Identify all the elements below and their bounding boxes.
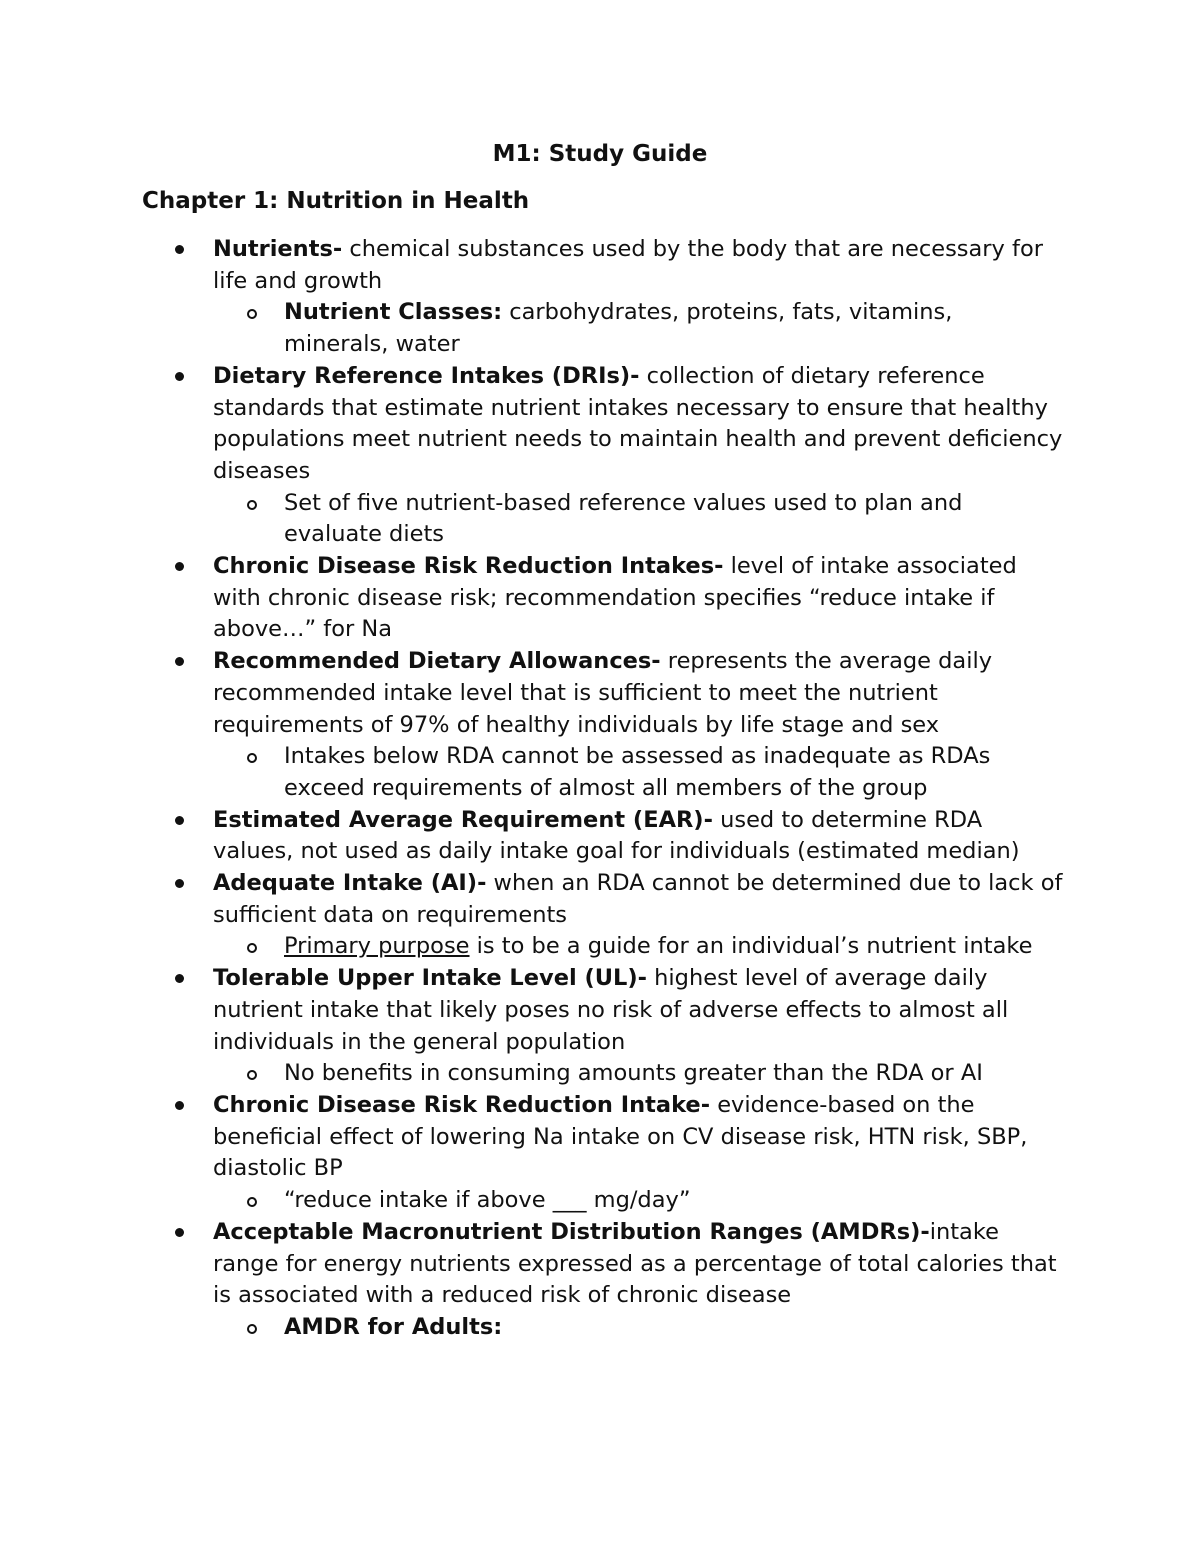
document-title: M1: Study Guide — [492, 141, 708, 167]
sub-bullet-item — [284, 1185, 1054, 1217]
sub-bullet-text: Set of five nutrient-based reference values used to plan and evaluate diets — [284, 489, 963, 548]
sub-bullet-item — [284, 1058, 1054, 1090]
sub-bullet-item — [284, 297, 1054, 360]
bullet-term: Nutrients- — [213, 236, 343, 262]
hollow-circle-bullet-icon — [247, 1197, 257, 1207]
bullet-item — [0, 646, 1063, 805]
hollow-circle-bullet-icon — [247, 1070, 257, 1080]
bullet-icon — [175, 562, 184, 571]
bullet-definition: level of intake associated with chronic disease risk; recommendation specifies “reduce intake if above…” for Na — [213, 553, 1017, 643]
sub-bullet-list — [213, 741, 1063, 804]
bullet-item — [0, 551, 1063, 646]
bullet-term: Chronic Disease Risk Reduction Intake- — [213, 1091, 711, 1118]
sub-bullet-item — [284, 1312, 1054, 1344]
sub-bullet-item — [284, 741, 1054, 804]
bullet-term: Chronic Disease Risk Reduction Intakes- — [213, 553, 724, 580]
bullet-item — [0, 1217, 1063, 1344]
sub-bullet-list — [213, 297, 1063, 360]
bullet-item — [0, 805, 1063, 868]
bullet-definition: collection of dietary reference standards that estimate nutrient intakes necessary to ensure that healthy populations meet nutrient needs to maintain health and prevent deficiency diseases — [213, 362, 1063, 484]
sub-bullet-term: AMDR for Adults: — [284, 1313, 503, 1340]
bullet-definition: represents the average daily recommended intake level that is sufficient to meet the nutrient requirements of 97% of healthy individuals by life stage and sex — [213, 648, 993, 738]
bullet-term: Adequate Intake (AI)- — [213, 870, 487, 897]
bullet-item — [0, 963, 1063, 1090]
sub-bullet-list — [213, 1185, 1063, 1217]
bullet-icon — [175, 1228, 184, 1237]
bullet-definition: highest level of average daily nutrient intake that likely poses no risk of adverse effects to almost all individuals in the general population — [213, 965, 1009, 1055]
underlined-phrase: Primary purpose — [284, 933, 470, 960]
sub-bullet-list — [213, 931, 1063, 963]
bullet-icon — [175, 974, 184, 983]
sub-bullet-text: No benefits in consuming amounts greater than the RDA or AI — [284, 1060, 983, 1087]
bullet-definition: chemical substances used by the body that are necessary for life and growth — [213, 236, 1043, 294]
bullet-icon — [175, 245, 184, 254]
bullet-definition: intake range for energy nutrients expressed as a percentage of total calories that is associated with a reduced risk of chronic disease — [213, 1218, 1057, 1309]
sub-bullet-text: is to be a guide for an individual’s nutrient intake — [469, 933, 1033, 960]
bullet-list — [0, 234, 1200, 1344]
bullet-term: Acceptable Macronutrient Distribution Ranges (AMDRs)- — [213, 1218, 930, 1245]
bullet-definition: evidence-based on the beneficial effect of lowering Na intake on CV disease risk, HTN risk, SBP, diastolic BP — [213, 1091, 1028, 1182]
sub-bullet-text: carbohydrates, proteins, fats, vitamins, minerals, water — [284, 299, 953, 358]
bullet-icon — [175, 372, 184, 381]
hollow-circle-bullet-icon — [247, 753, 257, 763]
bullet-icon — [175, 1101, 184, 1110]
bullet-term: Estimated Average Requirement (EAR)- — [213, 806, 713, 833]
sub-bullet-item — [284, 488, 1054, 551]
bullet-icon — [175, 879, 184, 888]
bullet-item — [0, 868, 1063, 963]
sub-bullet-item — [284, 931, 1054, 963]
bullet-term: Dietary Reference Intakes (DRIs)- — [213, 362, 640, 389]
bullet-icon — [175, 816, 184, 825]
hollow-circle-bullet-icon — [247, 500, 257, 510]
hollow-circle-bullet-icon — [247, 1324, 257, 1334]
bullet-definition: when an RDA cannot be determined due to lack of sufficient data on requirements — [213, 870, 1063, 928]
sub-bullet-list — [213, 1312, 1063, 1344]
sub-bullet-term: Nutrient Classes: — [284, 299, 503, 326]
bullet-term: Tolerable Upper Intake Level (UL)- — [213, 965, 648, 992]
hollow-circle-bullet-icon — [247, 309, 257, 319]
sub-bullet-list — [213, 1058, 1063, 1090]
sub-bullet-text: “reduce intake if above ___ mg/day” — [284, 1187, 691, 1214]
bullet-item — [0, 361, 1063, 551]
sub-bullet-list — [213, 488, 1063, 551]
bullet-item — [0, 234, 1063, 361]
bullet-definition: used to determine RDA values, not used as daily intake goal for individuals (estimated median) — [213, 806, 1020, 865]
hollow-circle-bullet-icon — [247, 943, 257, 953]
bullet-item — [0, 1090, 1063, 1217]
bullet-icon — [175, 657, 184, 666]
sub-bullet-text: Intakes below RDA cannot be assessed as inadequate as RDAs exceed requirements of almost all members of the group — [284, 743, 991, 801]
bullet-term: Recommended Dietary Allowances- — [213, 648, 661, 675]
chapter-heading: Chapter 1: Nutrition in Health — [142, 188, 530, 214]
